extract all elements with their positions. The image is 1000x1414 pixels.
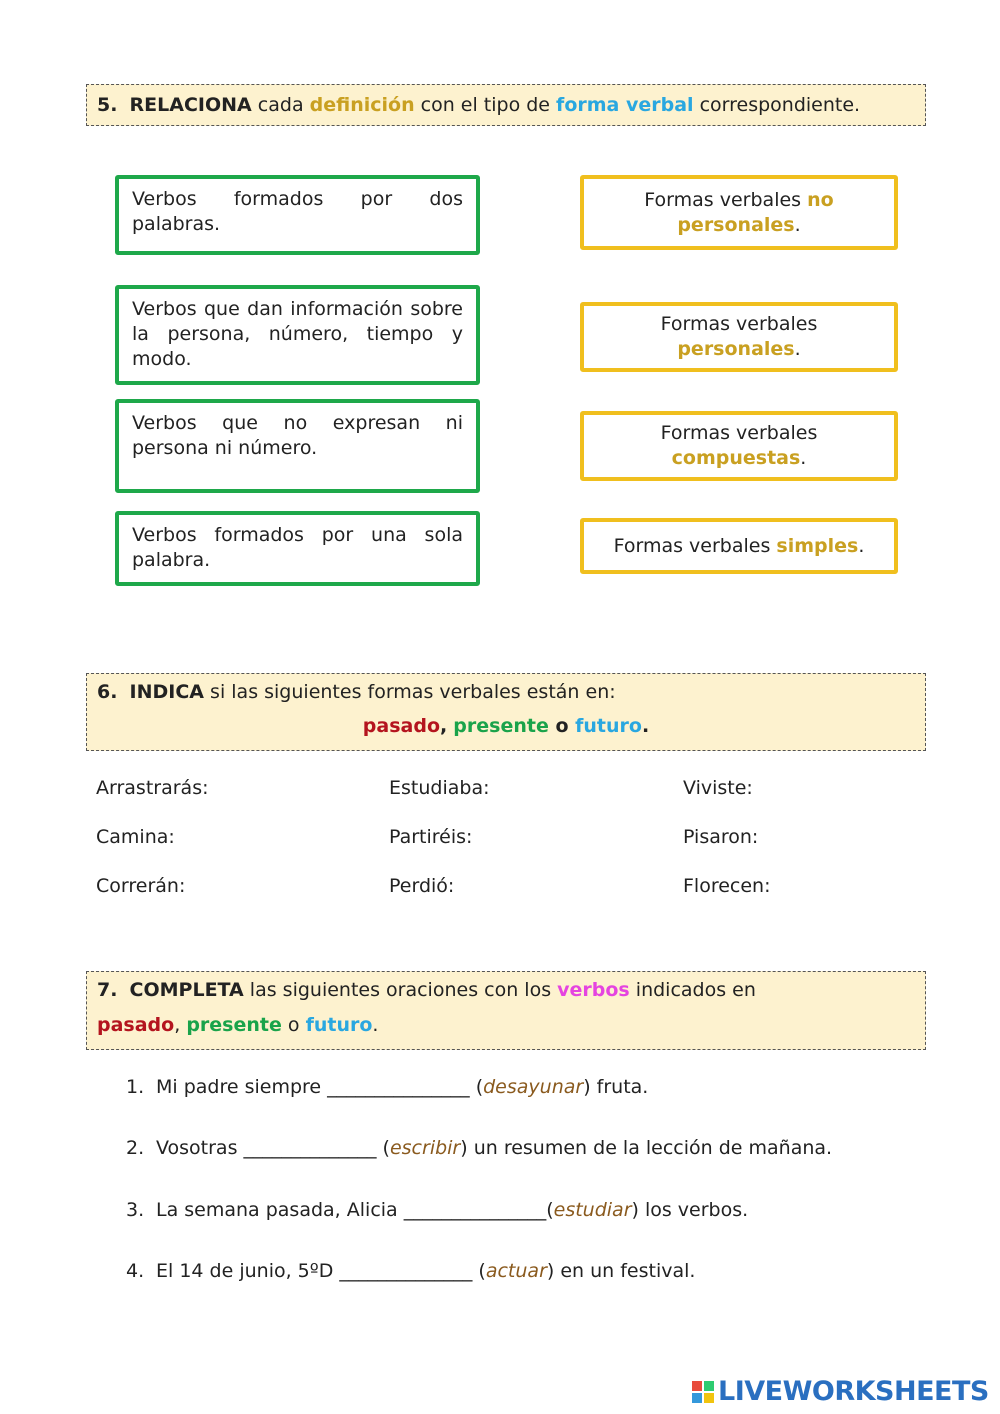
ex7-pasado: pasado bbox=[97, 1014, 175, 1036]
ex5-word-forma-verbal: forma verbal bbox=[556, 94, 694, 116]
ex6-futuro: futuro bbox=[575, 715, 642, 737]
ex6-pasado: pasado bbox=[362, 715, 441, 737]
definition-text-3: Verbos que no expresan ni persona ni número. bbox=[132, 412, 463, 459]
ex7-text-2: indicados en bbox=[629, 979, 756, 1001]
ex7-comma: , bbox=[174, 1014, 181, 1036]
logo-text: LIVEWORKSHEETS bbox=[718, 1376, 989, 1407]
form-suffix-3: . bbox=[800, 447, 807, 469]
form-text-4 bbox=[614, 534, 865, 559]
sentence-verb-4: actuar bbox=[485, 1260, 547, 1282]
verb-pisaron: Pisaron: bbox=[683, 826, 759, 848]
form-text-2 bbox=[661, 312, 818, 362]
form-prefix-1: Formas verbales bbox=[644, 188, 808, 211]
verb-arrastraras: Arrastrarás: bbox=[96, 777, 209, 799]
definition-box-4[interactable] bbox=[115, 511, 480, 586]
verb-perdio: Perdió: bbox=[389, 875, 455, 897]
verb-florecen: Florecen: bbox=[683, 875, 771, 897]
ex7-presente: presente bbox=[186, 1014, 282, 1036]
logo-grid-icon bbox=[692, 1381, 714, 1403]
ex7-futuro: futuro bbox=[305, 1014, 373, 1036]
form-highlight-3: compuestas bbox=[671, 447, 801, 469]
ex7-command: COMPLETA bbox=[129, 979, 244, 1001]
exercise-5-header bbox=[86, 84, 926, 126]
ex6-o: o bbox=[548, 715, 576, 737]
form-box-no-personales[interactable] bbox=[580, 175, 898, 250]
ex5-word-definicion: definición bbox=[309, 94, 415, 116]
form-text-3 bbox=[661, 421, 818, 471]
ex6-number: 6. bbox=[97, 681, 118, 703]
ex7-line-2 bbox=[97, 1007, 915, 1043]
sentence-prefix-3[interactable]: La semana pasada, Alicia _______________( bbox=[156, 1199, 554, 1221]
ex7-o: o bbox=[281, 1014, 306, 1036]
definition-text-2: Verbos que dan información sobre la persona, número, tiempo y modo. bbox=[132, 298, 463, 370]
form-box-personales[interactable] bbox=[580, 302, 898, 372]
verb-partireis: Partiréis: bbox=[389, 826, 473, 848]
verb-viviste: Viviste: bbox=[683, 777, 753, 799]
form-text-1 bbox=[594, 188, 884, 238]
definition-text-1: Verbos formados por dos palabras. bbox=[132, 188, 463, 235]
sentence-prefix-1[interactable]: Mi padre siempre _______________ ( bbox=[156, 1076, 484, 1098]
verb-correran: Correrán: bbox=[96, 875, 186, 897]
ex5-number: 5. bbox=[97, 94, 118, 116]
ex5-text-3: correspondiente. bbox=[693, 94, 861, 116]
ex5-command: RELACIONA bbox=[129, 94, 252, 116]
ex6-line-2 bbox=[97, 708, 915, 744]
sentence-1 bbox=[126, 1076, 648, 1098]
ex7-number: 7. bbox=[97, 979, 118, 1001]
sentence-suffix-4: ) en un festival. bbox=[546, 1260, 696, 1282]
ex6-comma: , bbox=[440, 715, 448, 737]
form-highlight-1: no personales bbox=[677, 188, 834, 236]
form-box-simples[interactable] bbox=[580, 518, 898, 574]
sentence-prefix-2[interactable]: Vosotras ______________ ( bbox=[156, 1137, 390, 1159]
ex6-dot: . bbox=[641, 715, 650, 737]
verb-estudiaba: Estudiaba: bbox=[389, 777, 490, 799]
definition-box-3[interactable] bbox=[115, 399, 480, 493]
ex6-line-1 bbox=[97, 674, 915, 708]
form-prefix-3: Formas verbales bbox=[660, 422, 818, 444]
sentence-verb-1: desayunar bbox=[483, 1076, 584, 1098]
form-highlight-4: simples bbox=[776, 534, 859, 557]
definition-box-1[interactable] bbox=[115, 175, 480, 255]
sentence-2 bbox=[126, 1137, 832, 1159]
form-highlight-2: personales bbox=[677, 338, 795, 360]
form-suffix-2: . bbox=[794, 338, 801, 360]
exercise-7-header bbox=[86, 971, 926, 1050]
definition-text-4: Verbos formados por una sola palabra. bbox=[132, 524, 463, 571]
ex7-verbos: verbos bbox=[557, 979, 630, 1001]
form-prefix-2: Formas verbales bbox=[660, 313, 818, 335]
ex6-presente: presente bbox=[453, 715, 549, 737]
sentence-number-2: 2. bbox=[126, 1137, 145, 1159]
ex6-text-1: si las siguientes formas verbales están en: bbox=[204, 681, 616, 703]
verb-camina: Camina: bbox=[96, 826, 175, 848]
sentence-suffix-3: ) los verbos. bbox=[631, 1199, 749, 1221]
liveworksheets-logo[interactable] bbox=[692, 1376, 989, 1407]
form-prefix-4: Formas verbales bbox=[613, 534, 777, 557]
ex7-dot: . bbox=[372, 1014, 379, 1036]
form-suffix-4: . bbox=[858, 534, 865, 557]
ex5-text-1: cada bbox=[251, 94, 310, 116]
form-suffix-1: . bbox=[794, 213, 801, 236]
sentence-verb-3: estudiar bbox=[553, 1199, 632, 1221]
sentence-verb-2: escribir bbox=[389, 1137, 461, 1159]
sentence-number-3: 3. bbox=[126, 1199, 145, 1221]
sentence-number-4: 4. bbox=[126, 1260, 145, 1282]
sentence-suffix-2: ) un resumen de la lección de mañana. bbox=[460, 1137, 833, 1159]
ex7-line-1 bbox=[97, 972, 915, 1007]
sentence-4 bbox=[126, 1260, 695, 1282]
exercise-6-header bbox=[86, 673, 926, 751]
ex7-text-1: las siguientes oraciones con los bbox=[243, 979, 558, 1001]
form-box-compuestas[interactable] bbox=[580, 411, 898, 481]
sentence-prefix-4[interactable]: El 14 de junio, 5ºD ______________ ( bbox=[156, 1260, 486, 1282]
ex5-text-2: con el tipo de bbox=[414, 94, 557, 116]
sentence-number-1: 1. bbox=[126, 1076, 145, 1098]
sentence-3 bbox=[126, 1199, 748, 1221]
definition-box-2[interactable] bbox=[115, 285, 480, 385]
ex6-command: INDICA bbox=[129, 681, 205, 703]
sentence-suffix-1: ) fruta. bbox=[583, 1076, 649, 1098]
